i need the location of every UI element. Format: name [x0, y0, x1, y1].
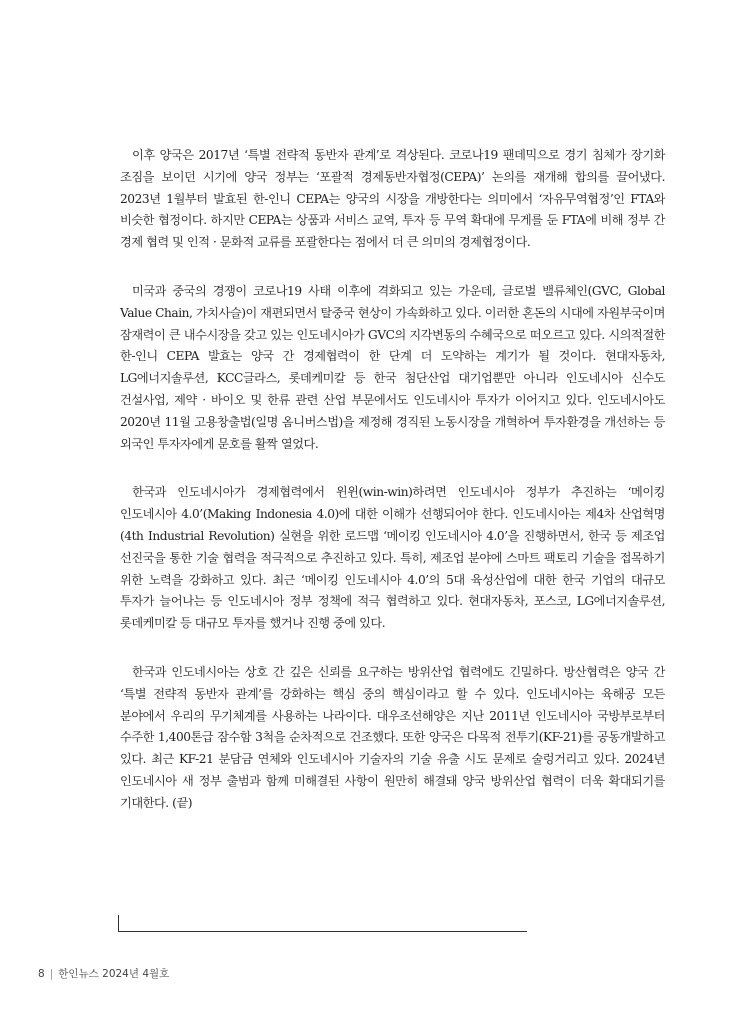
footer-separator: | — [49, 968, 54, 980]
page-footer — [38, 966, 169, 981]
publication-name: 한인뉴스 2024년 4월호 — [58, 968, 170, 980]
paragraph-1: 이후 양국은 2017년 ‘특별 전략적 동반자 관계’로 격상된다. 코로나19 팬데믹으로 경기 침체가 장기화 조짐을 보이던 시기에 양국 정부는 ‘포괄적 경제동반자협정(CEPA)’ 논의를 재개해 합의를 끌어냈다. 2023년 1월부터 발효된 한-인니 CEPA는 양국의 시장을 개방한다는 의미에서 ‘자유무역협정’인 FTA와 비슷한 협정이다. 하지만 CEPA는 상품과 서비스 교역, 투자 등 무역 확대에 무게를 둔 FTA에 비해 정부 간 경제 협력 및 인적 · 문화적 교류를 포괄한다는 점에서 더 큰 의미의 경제협정이다. — [120, 148, 665, 250]
paragraph-2: 미국과 중국의 경쟁이 코로나19 사태 이후에 격화되고 있는 가운데, 글로벌 밸류체인(GVC, Global Value Chain, 가치사슬)이 재편되면서 탈중국 현상이 가속화하고 있다. 이러한 혼돈의 시대에 자원부국이며 잠재력이 큰 내수시장을 갖고 있는 인도네시아가 GVC의 지각변동의 수혜국으로 떠오르고 있다. 시의적절한 한-인니 CEPA 발효는 양국 간 경제협력이 한 단계 더 도약하는 계기가 될 것이다. 현대자동차, LG에너지솔루션, KCC글라스, 롯데케미칼 등 한국 첨단산업 대기업뿐만 아니라 인도네시아 신수도 건설사업, 제약 · 바이오 및 한류 관련 산업 부문에서도 인도네시아 투자가 이어지고 있다. 인도네시아도 2020년 11월 고용창출법(일명 옴니버스법)을 제정해 경직된 노동시장을 개혁하여 투자환경을 개선하는 등 외국인 투자자에게 문호를 활짝 열었다. — [120, 283, 665, 451]
page-number: 8 — [38, 968, 45, 980]
end-rule — [118, 915, 527, 932]
paragraph-3: 한국과 인도네시아가 경제협력에서 윈윈(win-win)하려면 인도네시아 정부가 추진하는 ‘메이킹 인도네시아 4.0’(Making Indonesia 4.0)에 대한 이해가 선행되어야 한다. 인도네시아는 제4차 산업혁명(4th Industrial Revolution) 실현을 위한 로드맵 ‘메이킹 인도네시아 4.0’을 진행하면서, 한국 등 제조업 선진국을 통한 기술 협력을 적극적으로 추진하고 있다. 특히, 제조업 분야에 스마트 팩토리 기술을 접목하기 위한 노력을 강화하고 있다. 최근 ‘메이킹 인도네시아 4.0’의 5대 육성산업에 대한 한국 기업의 대규모 투자가 늘어나는 등 인도네시아 정부 정책에 적극 협력하고 있다. 현대자동차, 포스코, LG에너지솔루션, 롯데케미칼 등 대규모 투자를 했거나 진행 중에 있다. — [120, 485, 665, 631]
article-body — [120, 145, 665, 842]
paragraph-4: 한국과 인도네시아는 상호 간 깊은 신뢰를 요구하는 방위산업 협력에도 긴밀하다. 방산협력은 양국 간 ‘특별 전략적 동반자 관계’를 강화하는 핵심 중의 핵심이라고 할 수 있다. 인도네시아는 육해공 모든 분야에서 우리의 무기체계를 사용하는 나라이다. 대우조선해양은 지난 2011년 인도네시아 국방부로부터 수주한 1,400톤급 잠수함 3척을 순차적으로 건조했다. 또한 양국은 다목적 전투기(KF-21)를 공동개발하고 있다. 최근 KF-21 분담금 연체와 인도네시아 기술자의 기술 유출 시도 문제로 술렁거리고 있다. 2024년 인도네시아 새 정부 출범과 함께 미해결된 사항이 원만히 해결돼 양국 방위산업 협력이 더욱 확대되기를 기대한다. (끝) — [120, 664, 665, 810]
